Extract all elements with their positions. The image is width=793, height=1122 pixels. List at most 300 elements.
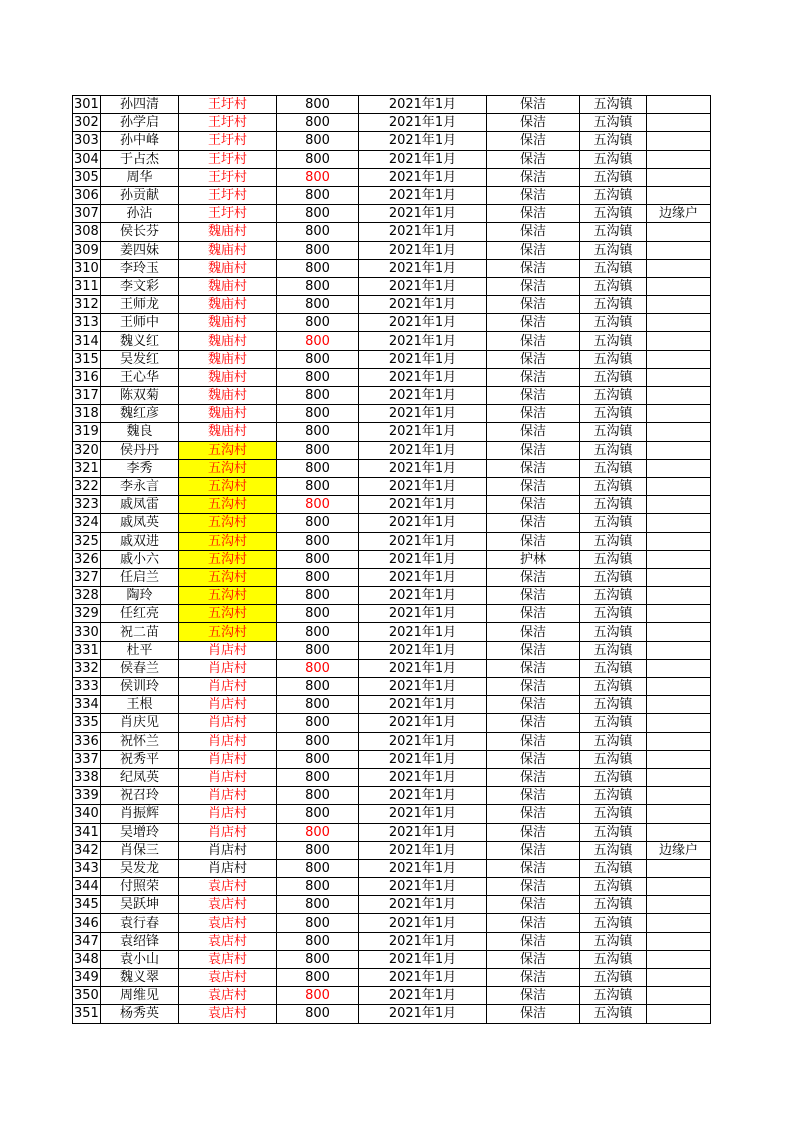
name-cell: 王师龙 xyxy=(101,296,179,314)
name-cell: 吴增玲 xyxy=(101,823,179,841)
date-cell: 2021年1月 xyxy=(359,896,487,914)
village-cell: 王圩村 xyxy=(179,132,277,150)
job-cell: 保洁 xyxy=(487,168,580,186)
row-number-cell: 351 xyxy=(74,1006,99,1022)
note-cell xyxy=(647,423,711,441)
town-cell: 五沟镇 xyxy=(580,496,647,514)
row-number-cell: 304 xyxy=(74,151,99,167)
amount-cell: 800 xyxy=(277,241,359,259)
town-cell: 五沟镇 xyxy=(580,605,647,623)
town-cell: 五沟镇 xyxy=(580,678,647,696)
date-cell: 2021年1月 xyxy=(359,441,487,459)
job-cell: 保洁 xyxy=(487,896,580,914)
date-cell: 2021年1月 xyxy=(359,314,487,332)
village-cell: 王圩村 xyxy=(179,205,277,223)
name-cell: 孙沾 xyxy=(101,205,179,223)
name-cell: 李玲玉 xyxy=(101,259,179,277)
table-row xyxy=(73,114,711,132)
name-cell: 吴发龙 xyxy=(101,859,179,877)
table-row xyxy=(73,223,711,241)
job-cell: 保洁 xyxy=(487,114,580,132)
date-cell: 2021年1月 xyxy=(359,805,487,823)
job-cell: 保洁 xyxy=(487,987,580,1005)
job-cell: 保洁 xyxy=(487,277,580,295)
date-cell: 2021年1月 xyxy=(359,914,487,932)
table-row xyxy=(73,150,711,168)
village-cell: 魏庙村 xyxy=(179,405,277,423)
town-cell: 五沟镇 xyxy=(580,350,647,368)
row-number-cell: 343 xyxy=(74,860,99,876)
amount-cell: 800 xyxy=(277,405,359,423)
note-cell xyxy=(647,732,711,750)
village-cell: 五沟村 xyxy=(179,441,277,459)
name-cell: 姜四妹 xyxy=(101,241,179,259)
name-cell: 戚小六 xyxy=(101,550,179,568)
note-cell xyxy=(647,114,711,132)
note-cell xyxy=(647,223,711,241)
name-cell: 孙学启 xyxy=(101,114,179,132)
date-cell: 2021年1月 xyxy=(359,205,487,223)
village-cell: 魏庙村 xyxy=(179,277,277,295)
name-cell: 戚凤英 xyxy=(101,514,179,532)
amount-cell: 800 xyxy=(277,587,359,605)
town-cell: 五沟镇 xyxy=(580,878,647,896)
table-row xyxy=(73,368,711,386)
amount-cell: 800 xyxy=(277,277,359,295)
note-cell xyxy=(647,1005,711,1023)
town-cell: 五沟镇 xyxy=(580,514,647,532)
date-cell: 2021年1月 xyxy=(359,132,487,150)
table-row xyxy=(73,205,711,223)
note-cell xyxy=(647,296,711,314)
table-row xyxy=(73,459,711,477)
job-cell: 保洁 xyxy=(487,805,580,823)
row-number-cell: 349 xyxy=(74,970,99,986)
table-row xyxy=(73,568,711,586)
village-cell: 王圩村 xyxy=(179,150,277,168)
row-number-cell: 303 xyxy=(74,133,99,149)
table-row xyxy=(73,914,711,932)
date-cell: 2021年1月 xyxy=(359,641,487,659)
note-cell xyxy=(647,150,711,168)
town-cell: 五沟镇 xyxy=(580,932,647,950)
note-cell xyxy=(647,241,711,259)
job-cell: 保洁 xyxy=(487,96,580,114)
table-row xyxy=(73,859,711,877)
town-cell: 五沟镇 xyxy=(580,914,647,932)
amount-cell: 800 xyxy=(277,841,359,859)
row-number-cell: 346 xyxy=(74,915,99,931)
town-cell: 五沟镇 xyxy=(580,314,647,332)
row-number-cell: 326 xyxy=(74,551,99,567)
row-number-cell: 308 xyxy=(74,224,99,240)
table-row xyxy=(73,605,711,623)
amount-cell: 800 xyxy=(277,186,359,204)
date-cell: 2021年1月 xyxy=(359,987,487,1005)
village-cell: 袁店村 xyxy=(179,1005,277,1023)
date-cell: 2021年1月 xyxy=(359,387,487,405)
amount-cell: 800 xyxy=(277,568,359,586)
name-cell: 侯春兰 xyxy=(101,659,179,677)
town-cell: 五沟镇 xyxy=(580,805,647,823)
amount-cell: 800 xyxy=(277,896,359,914)
name-cell: 李文彩 xyxy=(101,277,179,295)
table-row xyxy=(73,441,711,459)
name-cell: 祝召玲 xyxy=(101,787,179,805)
town-cell: 五沟镇 xyxy=(580,96,647,114)
table-row xyxy=(73,587,711,605)
date-cell: 2021年1月 xyxy=(359,969,487,987)
town-cell: 五沟镇 xyxy=(580,787,647,805)
table-row xyxy=(73,750,711,768)
amount-cell: 800 xyxy=(277,605,359,623)
town-cell: 五沟镇 xyxy=(580,405,647,423)
job-cell: 保洁 xyxy=(487,532,580,550)
job-cell: 保洁 xyxy=(487,441,580,459)
note-cell xyxy=(647,314,711,332)
note-cell xyxy=(647,405,711,423)
job-cell: 保洁 xyxy=(487,241,580,259)
town-cell: 五沟镇 xyxy=(580,223,647,241)
village-cell: 五沟村 xyxy=(179,568,277,586)
town-cell: 五沟镇 xyxy=(580,859,647,877)
note-cell xyxy=(647,459,711,477)
row-number-cell: 316 xyxy=(74,369,99,385)
note-cell xyxy=(647,878,711,896)
job-cell: 保洁 xyxy=(487,587,580,605)
date-cell: 2021年1月 xyxy=(359,514,487,532)
date-cell: 2021年1月 xyxy=(359,823,487,841)
row-number-cell: 301 xyxy=(74,97,99,113)
note-cell xyxy=(647,587,711,605)
table-row xyxy=(73,896,711,914)
table-row xyxy=(73,950,711,968)
note-cell xyxy=(647,605,711,623)
town-cell: 五沟镇 xyxy=(580,532,647,550)
job-cell: 保洁 xyxy=(487,714,580,732)
town-cell: 五沟镇 xyxy=(580,950,647,968)
job-cell: 保洁 xyxy=(487,841,580,859)
date-cell: 2021年1月 xyxy=(359,787,487,805)
row-number-cell: 330 xyxy=(74,624,99,640)
table-row xyxy=(73,496,711,514)
date-cell: 2021年1月 xyxy=(359,878,487,896)
name-cell: 侯训玲 xyxy=(101,678,179,696)
date-cell: 2021年1月 xyxy=(359,368,487,386)
village-cell: 五沟村 xyxy=(179,477,277,495)
job-cell: 保洁 xyxy=(487,186,580,204)
village-cell: 五沟村 xyxy=(179,605,277,623)
name-cell: 孙中峰 xyxy=(101,132,179,150)
note-cell xyxy=(647,514,711,532)
name-cell: 魏义红 xyxy=(101,332,179,350)
date-cell: 2021年1月 xyxy=(359,587,487,605)
row-number-cell: 310 xyxy=(74,260,99,276)
row-number-cell: 306 xyxy=(74,188,99,204)
table-row xyxy=(73,314,711,332)
village-cell: 肖店村 xyxy=(179,750,277,768)
row-number-cell: 313 xyxy=(74,315,99,331)
amount-cell: 800 xyxy=(277,477,359,495)
town-cell: 五沟镇 xyxy=(580,205,647,223)
amount-cell: 800 xyxy=(277,259,359,277)
village-cell: 王圩村 xyxy=(179,96,277,114)
date-cell: 2021年1月 xyxy=(359,114,487,132)
amount-cell: 800 xyxy=(277,114,359,132)
date-cell: 2021年1月 xyxy=(359,659,487,677)
date-cell: 2021年1月 xyxy=(359,459,487,477)
name-cell: 陈双菊 xyxy=(101,387,179,405)
note-cell xyxy=(647,168,711,186)
amount-cell: 800 xyxy=(277,623,359,641)
note-cell xyxy=(647,532,711,550)
village-cell: 肖店村 xyxy=(179,678,277,696)
row-number-cell: 314 xyxy=(74,333,99,349)
date-cell: 2021年1月 xyxy=(359,1005,487,1023)
job-cell: 保洁 xyxy=(487,659,580,677)
amount-cell: 800 xyxy=(277,168,359,186)
job-cell: 保洁 xyxy=(487,623,580,641)
note-cell xyxy=(647,768,711,786)
village-cell: 魏庙村 xyxy=(179,332,277,350)
town-cell: 五沟镇 xyxy=(580,332,647,350)
table-row xyxy=(73,787,711,805)
date-cell: 2021年1月 xyxy=(359,96,487,114)
row-number-cell: 350 xyxy=(74,988,99,1004)
table-row xyxy=(73,514,711,532)
note-cell xyxy=(647,678,711,696)
note-cell xyxy=(647,332,711,350)
village-cell: 肖店村 xyxy=(179,696,277,714)
note-cell xyxy=(647,659,711,677)
village-cell: 袁店村 xyxy=(179,878,277,896)
row-number-cell: 333 xyxy=(74,679,99,695)
job-cell: 保洁 xyxy=(487,350,580,368)
date-cell: 2021年1月 xyxy=(359,296,487,314)
table-row xyxy=(73,241,711,259)
village-cell: 肖店村 xyxy=(179,659,277,677)
town-cell: 五沟镇 xyxy=(580,696,647,714)
row-number-cell: 309 xyxy=(74,242,99,258)
amount-cell: 800 xyxy=(277,332,359,350)
village-cell: 五沟村 xyxy=(179,459,277,477)
note-cell xyxy=(647,969,711,987)
note-cell xyxy=(647,368,711,386)
note-cell xyxy=(647,896,711,914)
row-number-cell: 317 xyxy=(74,388,99,404)
village-cell: 肖店村 xyxy=(179,823,277,841)
note-cell xyxy=(647,950,711,968)
amount-cell: 800 xyxy=(277,350,359,368)
village-cell: 魏庙村 xyxy=(179,314,277,332)
table-row xyxy=(73,732,711,750)
date-cell: 2021年1月 xyxy=(359,859,487,877)
date-cell: 2021年1月 xyxy=(359,732,487,750)
amount-cell: 800 xyxy=(277,296,359,314)
name-cell: 祝怀兰 xyxy=(101,732,179,750)
table-row xyxy=(73,932,711,950)
row-number-cell: 319 xyxy=(74,424,99,440)
amount-cell: 800 xyxy=(277,223,359,241)
amount-cell: 800 xyxy=(277,732,359,750)
name-cell: 戚双进 xyxy=(101,532,179,550)
job-cell: 保洁 xyxy=(487,314,580,332)
village-cell: 王圩村 xyxy=(179,186,277,204)
date-cell: 2021年1月 xyxy=(359,550,487,568)
job-cell: 保洁 xyxy=(487,678,580,696)
amount-cell: 800 xyxy=(277,205,359,223)
amount-cell: 800 xyxy=(277,659,359,677)
town-cell: 五沟镇 xyxy=(580,568,647,586)
job-cell: 保洁 xyxy=(487,332,580,350)
table-row xyxy=(73,1005,711,1023)
job-cell: 保洁 xyxy=(487,878,580,896)
table-row xyxy=(73,277,711,295)
amount-cell: 800 xyxy=(277,96,359,114)
row-number-cell: 324 xyxy=(74,515,99,531)
row-number-cell: 315 xyxy=(74,351,99,367)
village-cell: 魏庙村 xyxy=(179,387,277,405)
table-row xyxy=(73,969,711,987)
note-cell xyxy=(647,132,711,150)
note-cell xyxy=(647,805,711,823)
note-cell xyxy=(647,350,711,368)
town-cell: 五沟镇 xyxy=(580,896,647,914)
name-cell: 于占杰 xyxy=(101,150,179,168)
roster-body xyxy=(73,96,711,1024)
town-cell: 五沟镇 xyxy=(580,277,647,295)
village-cell: 五沟村 xyxy=(179,514,277,532)
table-row xyxy=(73,259,711,277)
date-cell: 2021年1月 xyxy=(359,841,487,859)
date-cell: 2021年1月 xyxy=(359,932,487,950)
table-row xyxy=(73,878,711,896)
amount-cell: 800 xyxy=(277,823,359,841)
town-cell: 五沟镇 xyxy=(580,987,647,1005)
date-cell: 2021年1月 xyxy=(359,750,487,768)
town-cell: 五沟镇 xyxy=(580,168,647,186)
name-cell: 肖庆见 xyxy=(101,714,179,732)
job-cell: 保洁 xyxy=(487,859,580,877)
table-row xyxy=(73,678,711,696)
row-number-cell: 341 xyxy=(74,824,99,840)
town-cell: 五沟镇 xyxy=(580,259,647,277)
job-cell: 保洁 xyxy=(487,223,580,241)
name-cell: 肖保三 xyxy=(101,841,179,859)
name-cell: 袁行春 xyxy=(101,914,179,932)
date-cell: 2021年1月 xyxy=(359,259,487,277)
town-cell: 五沟镇 xyxy=(580,732,647,750)
amount-cell: 800 xyxy=(277,768,359,786)
town-cell: 五沟镇 xyxy=(580,969,647,987)
amount-cell: 800 xyxy=(277,987,359,1005)
amount-cell: 800 xyxy=(277,532,359,550)
job-cell: 保洁 xyxy=(487,1005,580,1023)
table-row xyxy=(73,405,711,423)
village-cell: 五沟村 xyxy=(179,496,277,514)
name-cell: 李永言 xyxy=(101,477,179,495)
town-cell: 五沟镇 xyxy=(580,114,647,132)
date-cell: 2021年1月 xyxy=(359,496,487,514)
note-cell xyxy=(647,787,711,805)
name-cell: 杨秀英 xyxy=(101,1005,179,1023)
name-cell: 周维见 xyxy=(101,987,179,1005)
row-number-cell: 311 xyxy=(74,278,99,294)
table-row xyxy=(73,96,711,114)
town-cell: 五沟镇 xyxy=(580,587,647,605)
village-cell: 五沟村 xyxy=(179,587,277,605)
table-row xyxy=(73,641,711,659)
name-cell: 孙贡献 xyxy=(101,186,179,204)
date-cell: 2021年1月 xyxy=(359,350,487,368)
village-cell: 肖店村 xyxy=(179,732,277,750)
note-cell xyxy=(647,550,711,568)
table-row xyxy=(73,296,711,314)
table-row xyxy=(73,823,711,841)
name-cell: 吴跃坤 xyxy=(101,896,179,914)
amount-cell: 800 xyxy=(277,969,359,987)
job-cell: 保洁 xyxy=(487,423,580,441)
name-cell: 陶玲 xyxy=(101,587,179,605)
date-cell: 2021年1月 xyxy=(359,332,487,350)
note-cell xyxy=(647,259,711,277)
note-cell xyxy=(647,496,711,514)
name-cell: 孙四清 xyxy=(101,96,179,114)
village-cell: 肖店村 xyxy=(179,859,277,877)
row-number-cell: 335 xyxy=(74,715,99,731)
town-cell: 五沟镇 xyxy=(580,1005,647,1023)
row-number-cell: 325 xyxy=(74,533,99,549)
amount-cell: 800 xyxy=(277,441,359,459)
date-cell: 2021年1月 xyxy=(359,623,487,641)
row-number-cell: 322 xyxy=(74,479,99,495)
job-cell: 保洁 xyxy=(487,514,580,532)
date-cell: 2021年1月 xyxy=(359,168,487,186)
table-row xyxy=(73,332,711,350)
note-cell xyxy=(647,914,711,932)
name-cell: 魏红彦 xyxy=(101,405,179,423)
table-row xyxy=(73,623,711,641)
town-cell: 五沟镇 xyxy=(580,132,647,150)
town-cell: 五沟镇 xyxy=(580,714,647,732)
town-cell: 五沟镇 xyxy=(580,768,647,786)
table-row xyxy=(73,550,711,568)
name-cell: 祝二苗 xyxy=(101,623,179,641)
date-cell: 2021年1月 xyxy=(359,696,487,714)
job-cell: 保洁 xyxy=(487,496,580,514)
row-number-cell: 312 xyxy=(74,297,99,313)
note-cell xyxy=(647,277,711,295)
note-cell: 边缘户 xyxy=(647,841,711,859)
row-number-cell: 331 xyxy=(74,642,99,658)
note-cell xyxy=(647,750,711,768)
row-number-cell: 347 xyxy=(74,933,99,949)
note-cell xyxy=(647,186,711,204)
row-number-cell: 338 xyxy=(74,770,99,786)
amount-cell: 800 xyxy=(277,787,359,805)
name-cell: 李秀 xyxy=(101,459,179,477)
row-number-cell: 321 xyxy=(74,460,99,476)
name-cell: 吴发红 xyxy=(101,350,179,368)
job-cell: 保洁 xyxy=(487,768,580,786)
amount-cell: 800 xyxy=(277,641,359,659)
name-cell: 周华 xyxy=(101,168,179,186)
note-cell xyxy=(647,387,711,405)
amount-cell: 800 xyxy=(277,696,359,714)
note-cell xyxy=(647,96,711,114)
note-cell xyxy=(647,641,711,659)
date-cell: 2021年1月 xyxy=(359,405,487,423)
